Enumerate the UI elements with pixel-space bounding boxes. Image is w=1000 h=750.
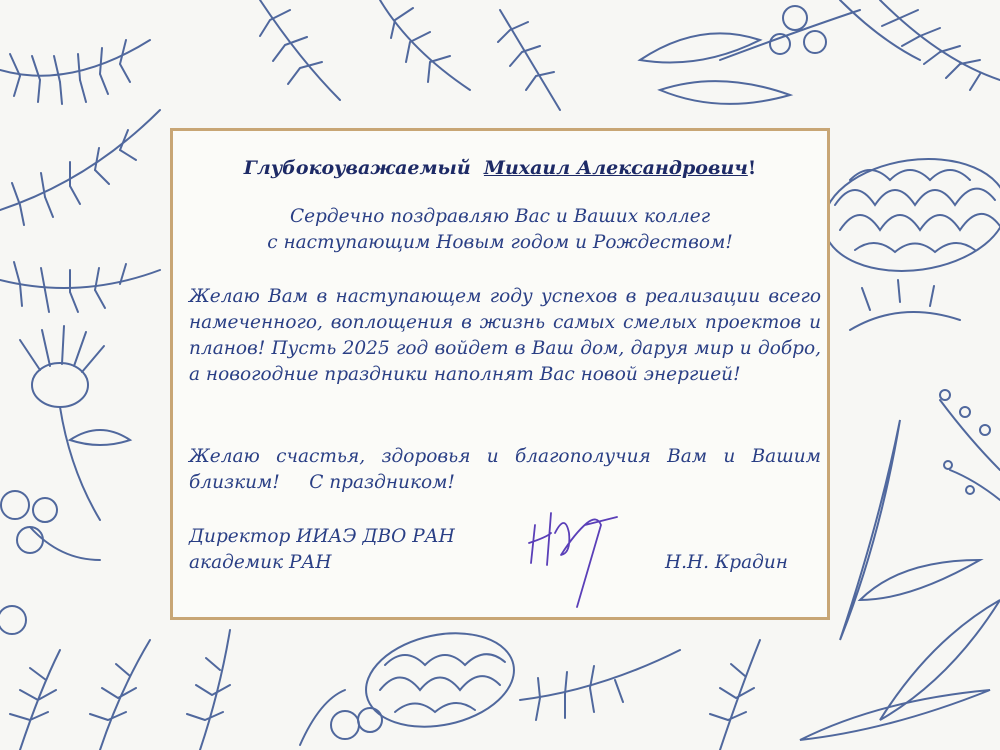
congratulation-text xyxy=(173,204,827,256)
holiday-greeting: С праздником! xyxy=(309,472,455,493)
thistle-icon xyxy=(20,326,130,520)
wishes-paragraph-2 xyxy=(189,444,821,496)
berry-icon xyxy=(783,6,807,30)
berry-cluster-icon xyxy=(0,491,100,634)
signatory-rank: академик РАН xyxy=(189,552,332,573)
branch-icon xyxy=(850,280,960,330)
fern-icon xyxy=(380,0,470,90)
fir-branch-icon xyxy=(880,0,1000,90)
handwritten-signature xyxy=(525,503,620,608)
congratulation-line-2: с наступающим Новым годом и Рождеством! xyxy=(267,232,733,253)
fir-branch-icon xyxy=(0,110,160,225)
pine-cone-icon xyxy=(816,148,1000,283)
salutation-prefix: Глубокоуважаемый xyxy=(243,157,471,179)
wishes-text: Желаю счастья, здоровья и благополучия Вам и Вашим близким! xyxy=(189,446,821,493)
leaf-icon xyxy=(880,600,1000,720)
salutation xyxy=(173,155,827,181)
congratulation-line-1: Сердечно поздравляю Вас и Ваших коллег xyxy=(289,206,711,227)
signatory-block xyxy=(189,524,455,576)
berry-cluster-icon xyxy=(300,690,382,745)
fern-icon xyxy=(90,640,150,750)
leaf-icon xyxy=(640,33,760,62)
addressee-name: Михаил Александрович xyxy=(483,157,748,179)
leaf-icon xyxy=(660,81,790,104)
sprig-icon xyxy=(940,390,1000,500)
signatory-title: Директор ИИАЭ ДВО РАН xyxy=(189,526,455,547)
fern-icon xyxy=(10,650,60,750)
berry-icon xyxy=(804,31,826,53)
signatory-name: Н.Н. Крадин xyxy=(665,552,788,573)
wishes-paragraph-1: Желаю Вам в наступающем году успехов в реализации всего намеченного, воплощения в жизнь самых смелых проектов и планов! Пусть 2025 год войдет в Ваш дом, даруя мир и добро, а новогодние праздники наполнят Вас новой энергией! xyxy=(189,286,821,385)
fern-icon xyxy=(187,630,230,750)
fir-branch-icon xyxy=(0,40,150,104)
leaf-icon xyxy=(860,560,980,600)
fir-branch-icon xyxy=(0,262,160,312)
fern-icon xyxy=(710,640,760,750)
leaf-icon xyxy=(840,420,900,640)
fern-icon xyxy=(260,0,340,100)
fir-branch-icon xyxy=(520,650,680,720)
fern-icon xyxy=(498,10,560,110)
greeting-card xyxy=(170,128,830,620)
salutation-exclamation: ! xyxy=(747,157,757,179)
